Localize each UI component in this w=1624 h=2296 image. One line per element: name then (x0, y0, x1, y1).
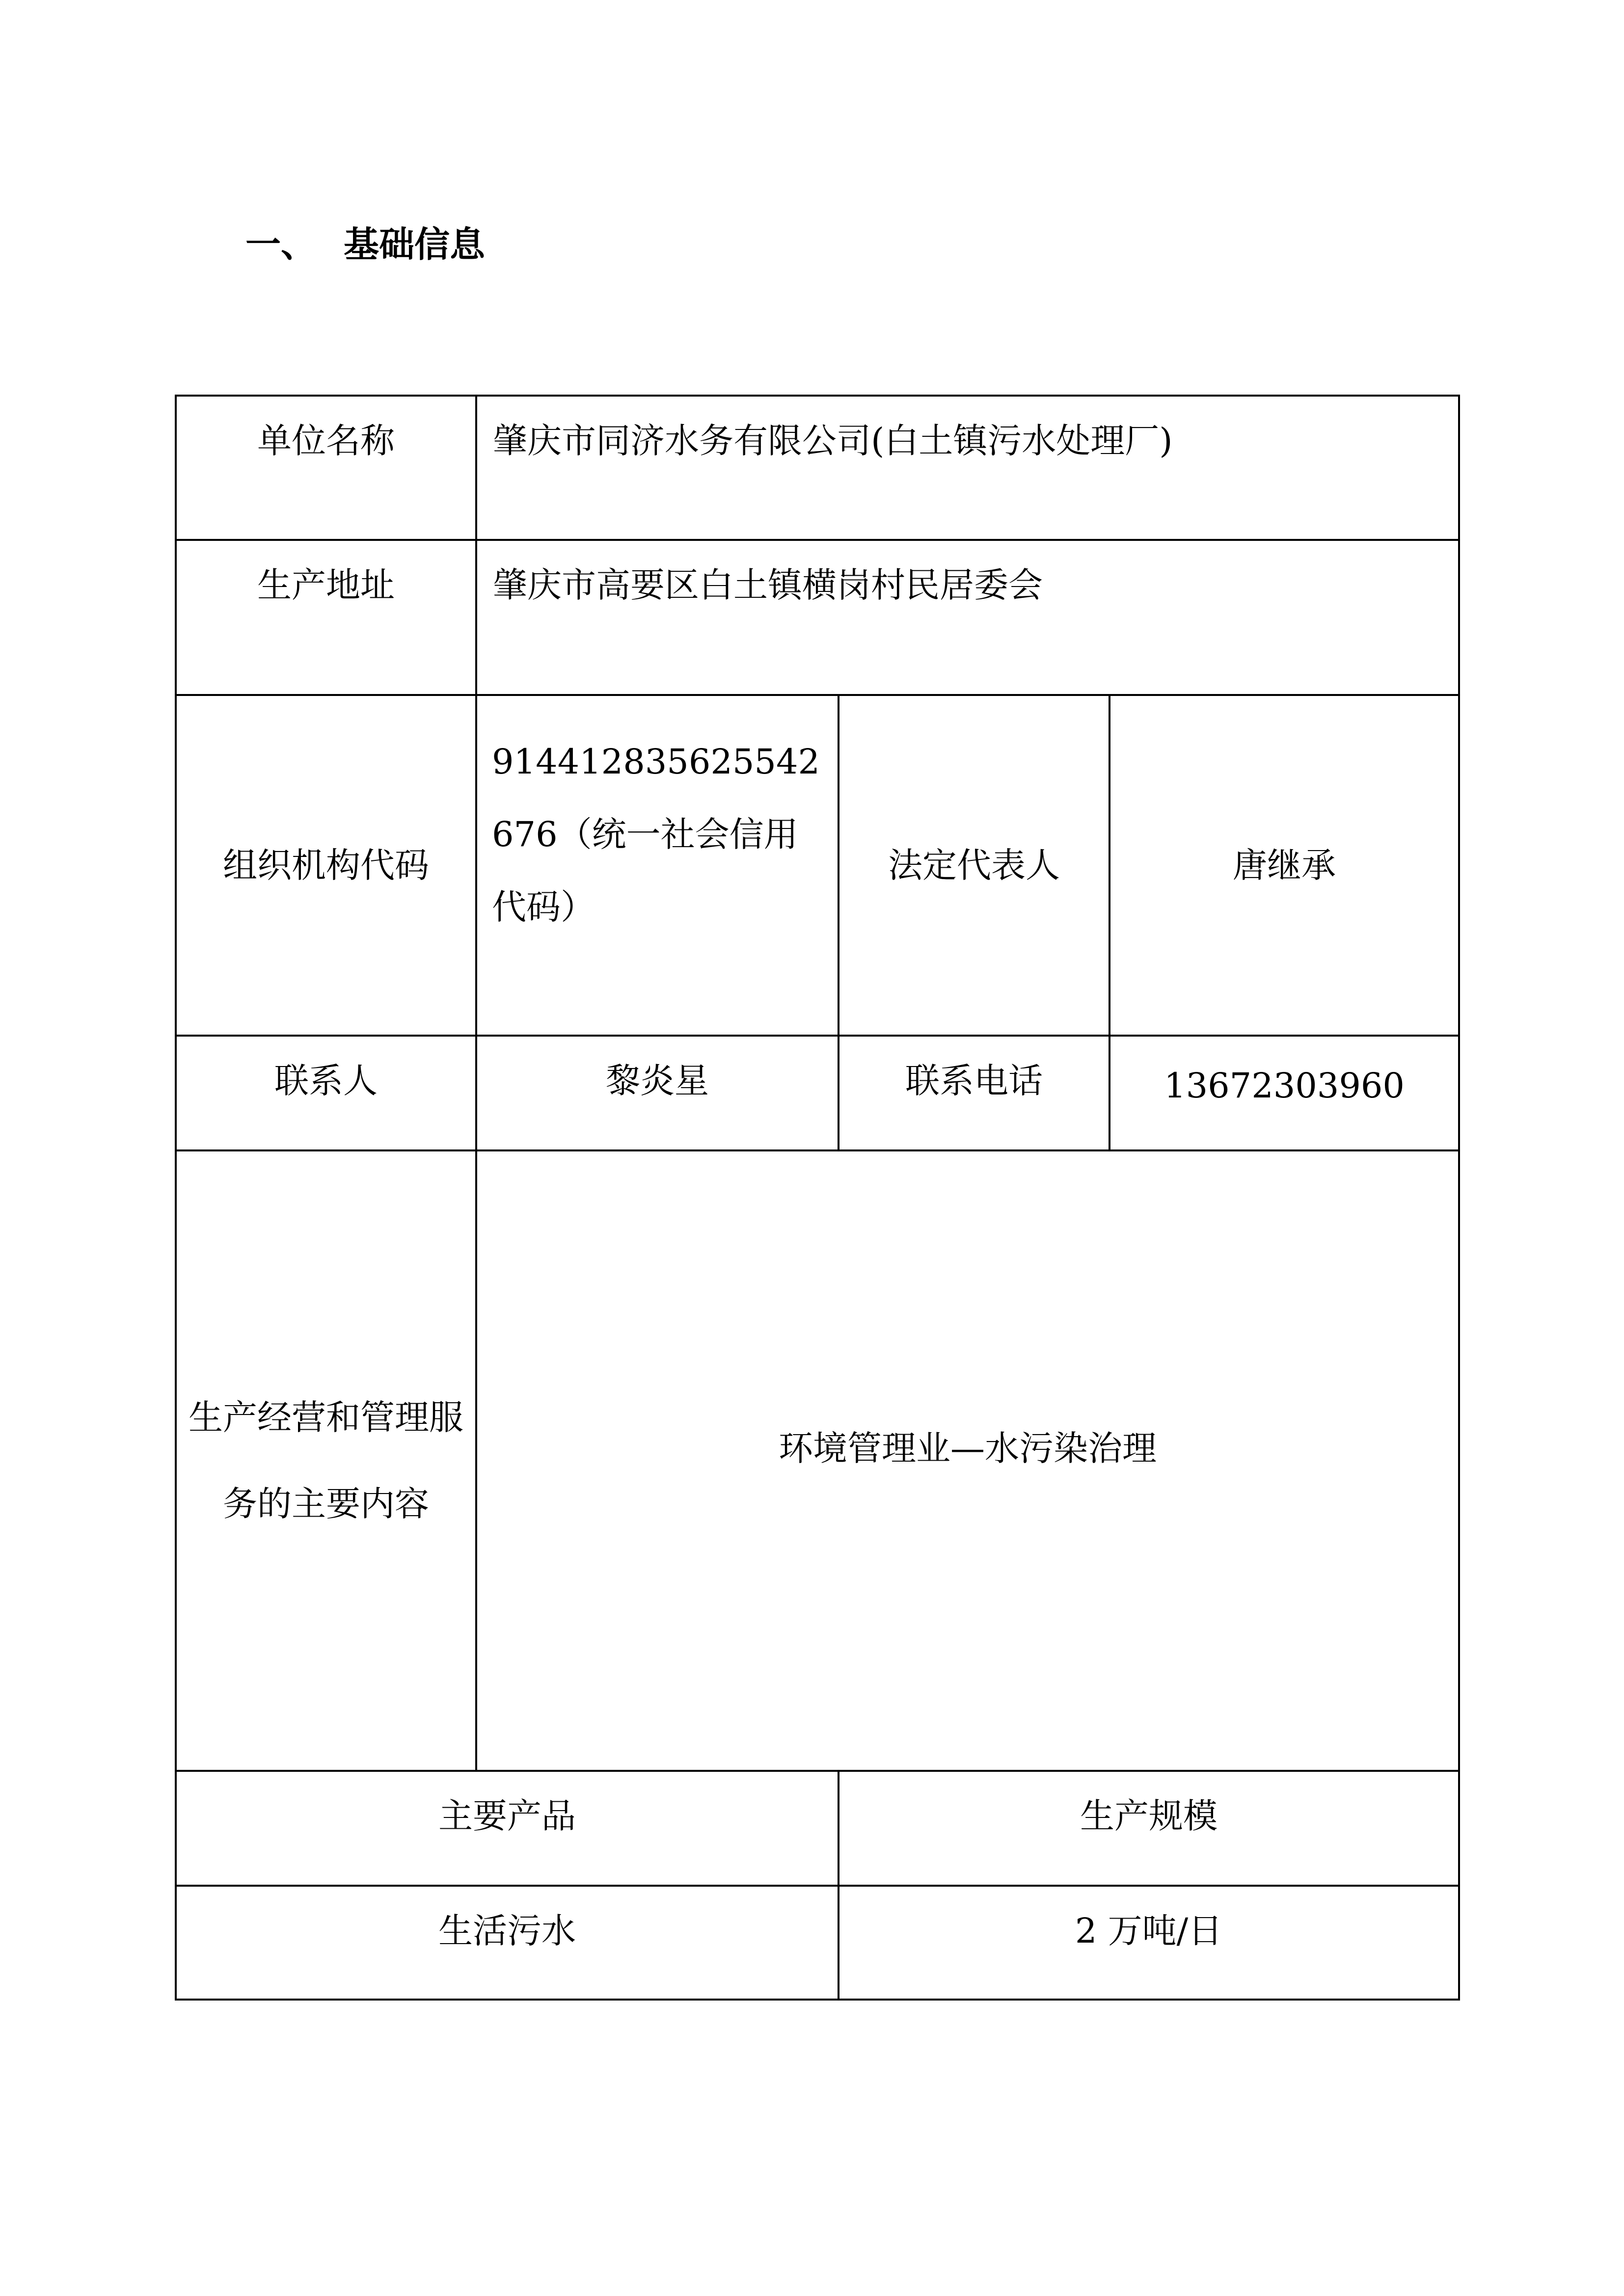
address-value-cell (475, 539, 1460, 696)
legal-rep-value: 唐继承 (1233, 845, 1336, 885)
unit-name-label: 单位名称 (257, 421, 395, 461)
legal-rep-value-cell (1109, 694, 1460, 1037)
phone-label: 联系电话 (905, 1061, 1043, 1101)
section-title: 基础信息 (344, 224, 486, 265)
phone-label-cell (838, 1035, 1110, 1151)
product-header-cell (175, 1770, 839, 1887)
org-code-value: 914412835625542676（统一社会信用代码） (492, 742, 820, 927)
business-value-cell (475, 1149, 1460, 1772)
contact-value-cell (475, 1035, 839, 1151)
phone-value: 13672303960 (1164, 1066, 1405, 1106)
legal-rep-label-cell (838, 694, 1110, 1037)
business-label-cell (175, 1149, 477, 1772)
unit-name-value: 肇庆市同济水务有限公司(白土镇污水处理厂) (493, 421, 1173, 461)
business-value: 环境管理业—水污染治理 (779, 1428, 1157, 1468)
org-code-label-cell (175, 694, 477, 1037)
scale-value-cell (838, 1885, 1460, 2001)
section-heading (245, 216, 485, 267)
contact-label: 联系人 (274, 1061, 378, 1101)
scale-value: 2 万吨/日 (1075, 1911, 1223, 1951)
scale-header: 生产规模 (1080, 1796, 1218, 1836)
address-label: 生产地址 (257, 565, 395, 605)
contact-label-cell (175, 1035, 477, 1151)
scale-header-cell (838, 1770, 1460, 1887)
legal-rep-label: 法定代表人 (888, 845, 1060, 885)
product-header: 主要产品 (438, 1796, 576, 1836)
product-value-cell (175, 1885, 839, 2001)
unit-name-value-cell (475, 395, 1460, 541)
org-code-value-cell (475, 694, 839, 1037)
org-code-label: 组织机构代码 (223, 845, 429, 885)
unit-name-label-cell (175, 395, 477, 541)
product-value: 生活污水 (438, 1911, 576, 1951)
business-label: 生产经营和管理服务的主要内容 (189, 1397, 463, 1524)
address-value: 肇庆市高要区白土镇横岗村民居委会 (493, 565, 1043, 605)
section-number: 一、 (245, 224, 317, 265)
contact-value: 黎炎星 (606, 1061, 709, 1101)
address-label-cell (175, 539, 477, 696)
phone-value-cell (1109, 1035, 1460, 1151)
